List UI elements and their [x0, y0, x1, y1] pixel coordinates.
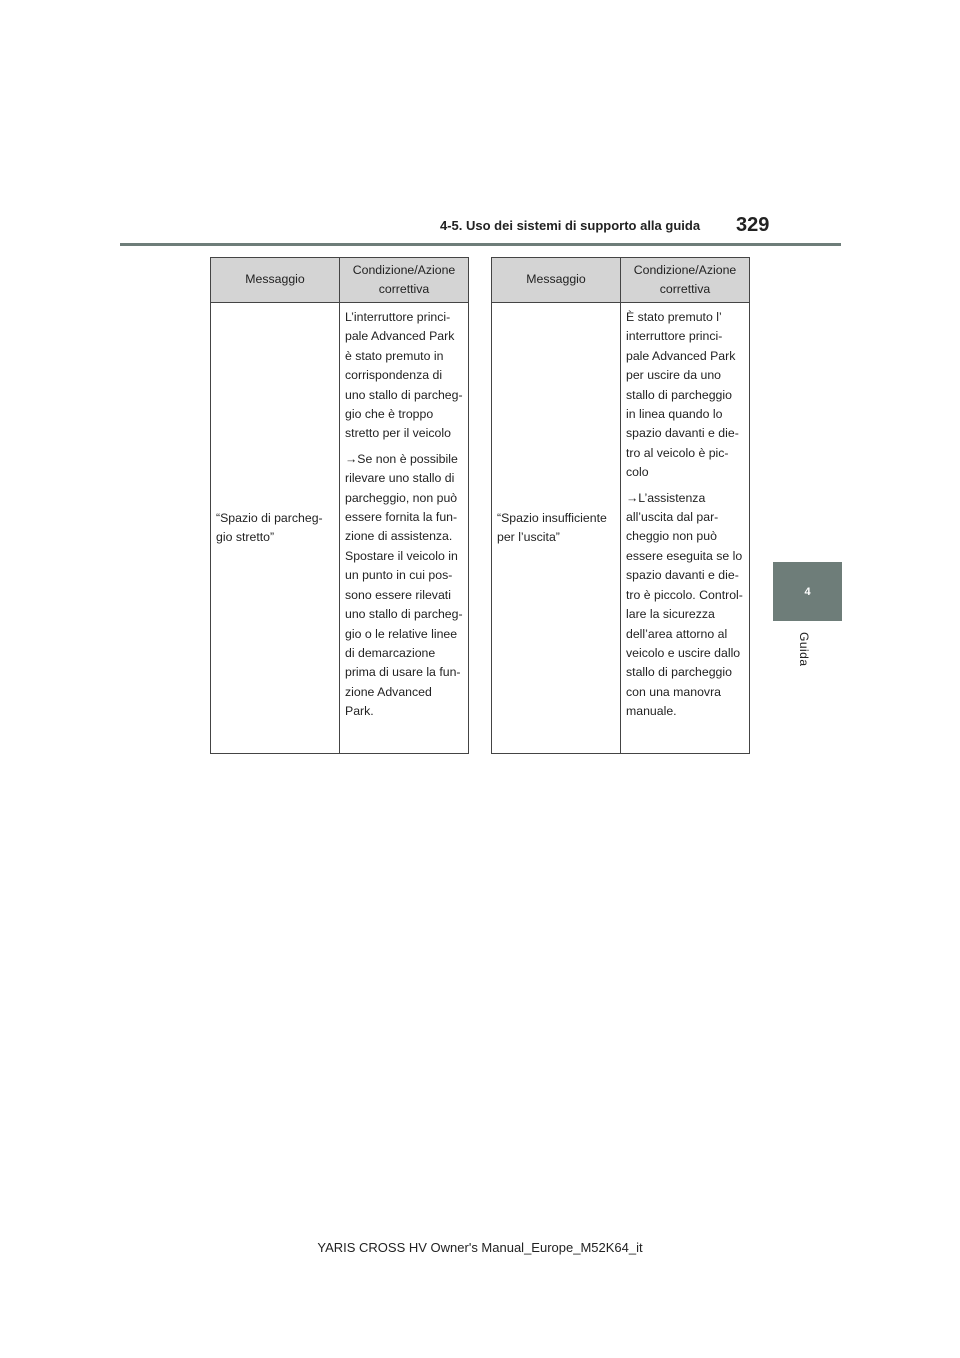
arrow-right-icon: → [345, 451, 358, 466]
action-text: Se non è possibile rilevare uno stallo di parcheggio, non può essere fornita la fun-zione di assistenza. Spostare il veicolo in un punto in cui pos-sono essere rilevati uno stallo di parcheg-gio o le relative linee di demarcazione prima di usare la fun-zione Advanced Park. [345, 451, 463, 719]
chapter-label: Guida [797, 632, 811, 667]
condition-text: È stato premuto l’ interruttore princi-pale Advanced Park per uscire da uno stallo di parcheggio in linea quando lo spazio davanti e die-tro al veicolo è pic-colo [626, 310, 739, 480]
table-row [211, 303, 469, 754]
message-table-right [491, 257, 750, 754]
condition-action-cell [340, 303, 469, 754]
footer-manual-id: YARIS CROSS HV Owner's Manual_Europe_M52K64_it [317, 1240, 643, 1255]
table-header-row [492, 258, 750, 303]
chapter-number: 4 [804, 585, 811, 598]
chapter-tab[interactable] [773, 562, 842, 621]
condition-text: L’interruttore princi-pale Advanced Park è stato premuto in corrispondenza di uno stallo di parcheg-gio che è troppo stretto per il veicolo [345, 310, 463, 441]
table-header-row [211, 258, 469, 303]
header-condition-action: Condizione/Azione correttiva [621, 258, 750, 303]
condition-action-cell [621, 303, 750, 754]
section-title: 4-5. Uso dei sistemi di supporto alla guida [440, 218, 701, 233]
message-cell: “Spazio insufficiente per l’uscita” [492, 303, 621, 754]
message-cell: “Spazio di parcheg-gio stretto” [211, 303, 340, 754]
table-row [492, 303, 750, 754]
header-condition-action: Condizione/Azione correttiva [340, 258, 469, 303]
header-divider [120, 243, 841, 246]
header-message: Messaggio [211, 258, 340, 303]
page-number: 329 [736, 214, 770, 236]
action-text: L’assistenza all’uscita dal par-cheggio non può essere eseguita se lo spazio davanti e die-tro è piccolo. Control-lare la sicurezza dell’area attorno al veicolo e uscire dallo stallo di parcheggio con una manovra manuale. [626, 490, 743, 719]
action-paragraph [626, 489, 744, 722]
message-table-left [210, 257, 469, 754]
arrow-right-icon: → [626, 490, 639, 505]
header-message: Messaggio [492, 258, 621, 303]
action-paragraph [345, 450, 463, 722]
